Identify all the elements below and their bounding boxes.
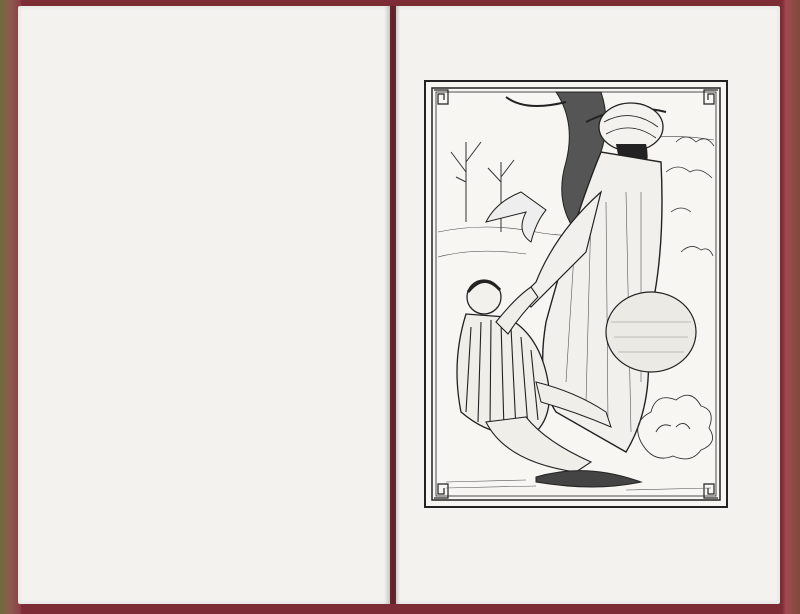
illustration-drawing [426,82,726,506]
illustration [424,80,728,508]
left-page [18,6,390,604]
book-spine [384,6,400,604]
